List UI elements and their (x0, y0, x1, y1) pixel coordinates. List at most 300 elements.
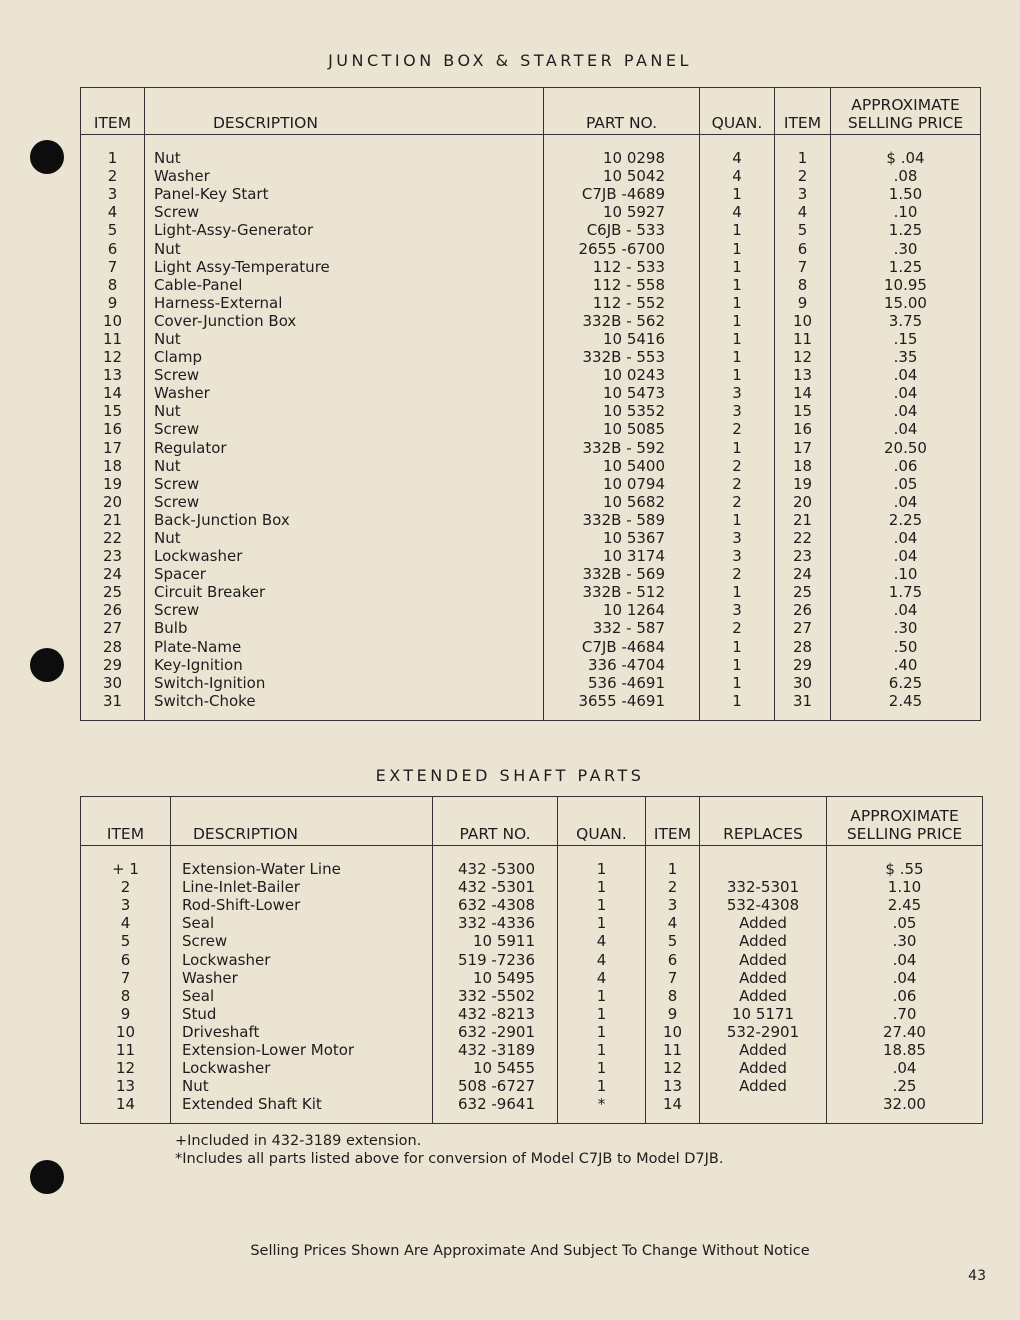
part-description: Screw (145, 203, 544, 221)
table-row (81, 896, 983, 914)
table-row (81, 547, 981, 565)
part-number: 10 5473 (544, 384, 700, 402)
replaces-part (700, 846, 827, 879)
header-price-line2: SELLING PRICE (846, 825, 963, 843)
junction-box-parts-table (80, 87, 981, 721)
part-number: 519 -7236 (433, 950, 558, 968)
header-item2: ITEM (775, 88, 831, 135)
item-number: 31 (81, 692, 145, 721)
quantity: 1 (700, 366, 775, 384)
selling-price: 27.40 (827, 1023, 983, 1041)
part-description: Washer (171, 969, 433, 987)
item-number: 29 (81, 656, 145, 674)
part-number: 10 0298 (544, 135, 700, 168)
selling-price: .08 (831, 167, 981, 185)
quantity: 3 (700, 601, 775, 619)
quantity: 1 (558, 896, 646, 914)
part-description: Nut (145, 330, 544, 348)
table-row (81, 1023, 983, 1041)
item-number-repeat: 14 (646, 1095, 700, 1124)
header-item: ITEM (81, 88, 145, 135)
item-number: 7 (81, 969, 171, 987)
part-description: Rod-Shift-Lower (171, 896, 433, 914)
quantity: 1 (700, 185, 775, 203)
part-number: 632 -4308 (433, 896, 558, 914)
item-number: 28 (81, 638, 145, 656)
part-description: Switch-Choke (145, 692, 544, 721)
part-number: 10 0794 (544, 475, 700, 493)
part-number: C7JB -4684 (544, 638, 700, 656)
selling-price: 2.25 (831, 511, 981, 529)
part-description: Nut (145, 529, 544, 547)
quantity: 4 (558, 950, 646, 968)
part-number: 332B - 589 (544, 511, 700, 529)
item-number-repeat: 12 (646, 1059, 700, 1077)
table-row (81, 1077, 983, 1095)
quantity: 1 (700, 583, 775, 601)
item-number-repeat: 17 (775, 439, 831, 457)
table-row (81, 932, 983, 950)
quantity: 1 (558, 878, 646, 896)
binder-hole-middle (30, 648, 64, 682)
quantity: 4 (700, 135, 775, 168)
quantity: 3 (700, 529, 775, 547)
item-number: 11 (81, 330, 145, 348)
quantity: 1 (558, 1005, 646, 1023)
replaces-part: 332-5301 (700, 878, 827, 896)
item-number-repeat: 10 (646, 1023, 700, 1041)
part-description: Seal (171, 987, 433, 1005)
part-description: Cable-Panel (145, 276, 544, 294)
selling-price: .30 (831, 619, 981, 637)
table-row (81, 294, 981, 312)
selling-price: 1.25 (831, 221, 981, 239)
item-number: 2 (81, 878, 171, 896)
item-number-repeat: 26 (775, 601, 831, 619)
table-row (81, 565, 981, 583)
item-number-repeat: 8 (646, 987, 700, 1005)
selling-price: $ .55 (827, 846, 983, 879)
part-description: Key-Ignition (145, 656, 544, 674)
item-number-repeat: 4 (646, 914, 700, 932)
table-row (81, 1041, 983, 1059)
selling-price: .30 (831, 239, 981, 257)
part-description: Lockwasher (171, 1059, 433, 1077)
table-row (81, 167, 981, 185)
table-row (81, 348, 981, 366)
part-number: 432 -5300 (433, 846, 558, 879)
part-number: 332B - 553 (544, 348, 700, 366)
extended-shaft-parts-table (80, 796, 983, 1124)
table-row (81, 258, 981, 276)
item-number-repeat: 2 (646, 878, 700, 896)
quantity: 1 (700, 276, 775, 294)
table-row (81, 330, 981, 348)
item-number: 30 (81, 674, 145, 692)
item-number: 5 (81, 221, 145, 239)
table-row (81, 692, 981, 721)
table-row (81, 969, 983, 987)
table-row (81, 420, 981, 438)
quantity: 4 (700, 167, 775, 185)
part-description: Light Assy-Temperature (145, 258, 544, 276)
replaces-part: Added (700, 969, 827, 987)
part-number: 10 5416 (544, 330, 700, 348)
part-description: Extension-Lower Motor (171, 1041, 433, 1059)
quantity: 1 (700, 638, 775, 656)
price-disclaimer: Selling Prices Shown Are Approximate And Subject To Change Without Notice (250, 1243, 810, 1259)
part-number: 432 -3189 (433, 1041, 558, 1059)
selling-price: .04 (831, 366, 981, 384)
part-number: 332B - 562 (544, 312, 700, 330)
table-row (81, 1005, 983, 1023)
selling-price: .70 (827, 1005, 983, 1023)
part-number: 10 5911 (433, 932, 558, 950)
item-number: 4 (81, 203, 145, 221)
part-description: Cover-Junction Box (145, 312, 544, 330)
item-number-repeat: 19 (775, 475, 831, 493)
part-description: Lockwasher (171, 950, 433, 968)
header-item2: ITEM (646, 797, 700, 846)
selling-price: .40 (831, 656, 981, 674)
part-description: Nut (145, 135, 544, 168)
header-description: DESCRIPTION (171, 797, 433, 846)
table-row (81, 583, 981, 601)
selling-price: 3.75 (831, 312, 981, 330)
header-price (827, 797, 983, 846)
table-row (81, 203, 981, 221)
part-number: 10 5927 (544, 203, 700, 221)
item-number: 26 (81, 601, 145, 619)
part-description: Back-Junction Box (145, 511, 544, 529)
quantity: 3 (700, 402, 775, 420)
item-number: 23 (81, 547, 145, 565)
part-number: 10 5042 (544, 167, 700, 185)
table-row (81, 878, 983, 896)
item-number-repeat: 28 (775, 638, 831, 656)
replaces-part (700, 1095, 827, 1124)
item-number: 13 (81, 1077, 171, 1095)
item-number-repeat: 11 (646, 1041, 700, 1059)
selling-price: .04 (827, 969, 983, 987)
header-quan: QUAN. (558, 797, 646, 846)
header-item: ITEM (81, 797, 171, 846)
header-price-line1: APPROXIMATE (850, 807, 959, 825)
selling-price: 10.95 (831, 276, 981, 294)
quantity: 1 (700, 692, 775, 721)
item-number-repeat: 11 (775, 330, 831, 348)
item-number-repeat: 20 (775, 493, 831, 511)
quantity: 1 (700, 312, 775, 330)
replaces-part: Added (700, 1041, 827, 1059)
part-description: Screw (171, 932, 433, 950)
quantity: 1 (558, 987, 646, 1005)
part-number: 10 5682 (544, 493, 700, 511)
selling-price: 1.75 (831, 583, 981, 601)
item-number: 18 (81, 457, 145, 475)
quantity: 2 (700, 493, 775, 511)
part-description: Plate-Name (145, 638, 544, 656)
part-description: Switch-Ignition (145, 674, 544, 692)
part-description: Panel-Key Start (145, 185, 544, 203)
item-number: 8 (81, 987, 171, 1005)
part-description: Line-Inlet-Bailer (171, 878, 433, 896)
part-number: 10 5352 (544, 402, 700, 420)
part-description: Light-Assy-Generator (145, 221, 544, 239)
part-number: C7JB -4689 (544, 185, 700, 203)
table-row (81, 656, 981, 674)
item-number-repeat: 31 (775, 692, 831, 721)
quantity: 1 (558, 1041, 646, 1059)
item-number: + 1 (81, 846, 171, 879)
item-number: 24 (81, 565, 145, 583)
selling-price: .06 (831, 457, 981, 475)
item-number-repeat: 7 (646, 969, 700, 987)
item-number-repeat: 18 (775, 457, 831, 475)
item-number-repeat: 21 (775, 511, 831, 529)
replaces-part: 10 5171 (700, 1005, 827, 1023)
footnote-asterisk: *Includes all parts listed above for conversion of Model C7JB to Model D7JB. (175, 1151, 724, 1167)
table-row (81, 1095, 983, 1124)
quantity: 3 (700, 547, 775, 565)
item-number: 14 (81, 1095, 171, 1124)
quantity: 2 (700, 457, 775, 475)
part-number: 336 -4704 (544, 656, 700, 674)
part-number: 112 - 533 (544, 258, 700, 276)
item-number-repeat: 4 (775, 203, 831, 221)
part-description: Screw (145, 475, 544, 493)
selling-price: .25 (827, 1077, 983, 1095)
replaces-part: 532-4308 (700, 896, 827, 914)
replaces-part: Added (700, 1059, 827, 1077)
part-number: 536 -4691 (544, 674, 700, 692)
item-number-repeat: 12 (775, 348, 831, 366)
quantity: 3 (700, 384, 775, 402)
part-number: 632 -9641 (433, 1095, 558, 1124)
item-number: 21 (81, 511, 145, 529)
selling-price: .04 (831, 493, 981, 511)
part-description: Harness-External (145, 294, 544, 312)
quantity: 2 (700, 475, 775, 493)
selling-price: .35 (831, 348, 981, 366)
header-part-no: PART NO. (544, 88, 700, 135)
item-number-repeat: 15 (775, 402, 831, 420)
item-number-repeat: 9 (775, 294, 831, 312)
part-number: 332 -5502 (433, 987, 558, 1005)
part-number: 508 -6727 (433, 1077, 558, 1095)
table-row (81, 439, 981, 457)
part-description: Screw (145, 493, 544, 511)
part-description: Nut (145, 239, 544, 257)
item-number: 1 (81, 135, 145, 168)
part-description: Extension-Water Line (171, 846, 433, 879)
part-number: 10 0243 (544, 366, 700, 384)
part-description: Bulb (145, 619, 544, 637)
quantity: 1 (700, 439, 775, 457)
section1-title: JUNCTION BOX & STARTER PANEL (328, 51, 692, 70)
part-number: 332 - 587 (544, 619, 700, 637)
table-row (81, 185, 981, 203)
footnote-plus: +Included in 432-3189 extension. (175, 1133, 422, 1149)
table-row (81, 674, 981, 692)
table-row (81, 914, 983, 932)
quantity: 1 (700, 221, 775, 239)
table-row (81, 384, 981, 402)
part-number: 332B - 512 (544, 583, 700, 601)
quantity: * (558, 1095, 646, 1124)
item-number-repeat: 5 (775, 221, 831, 239)
quantity: 1 (558, 846, 646, 879)
table-row (81, 276, 981, 294)
item-number: 16 (81, 420, 145, 438)
table-row (81, 987, 983, 1005)
item-number-repeat: 3 (775, 185, 831, 203)
replaces-part: Added (700, 914, 827, 932)
part-description: Washer (145, 167, 544, 185)
selling-price: 1.25 (831, 258, 981, 276)
footnotes (175, 1132, 724, 1168)
header-quan: QUAN. (700, 88, 775, 135)
selling-price: .05 (831, 475, 981, 493)
item-number: 14 (81, 384, 145, 402)
part-description: Spacer (145, 565, 544, 583)
table-row (81, 950, 983, 968)
part-number: 3655 -4691 (544, 692, 700, 721)
quantity: 1 (700, 511, 775, 529)
item-number-repeat: 2 (775, 167, 831, 185)
item-number: 4 (81, 914, 171, 932)
item-number: 11 (81, 1041, 171, 1059)
table-row (81, 135, 981, 168)
quantity: 4 (558, 932, 646, 950)
item-number-repeat: 30 (775, 674, 831, 692)
replaces-part: 532-2901 (700, 1023, 827, 1041)
part-number: 112 - 558 (544, 276, 700, 294)
quantity: 1 (700, 656, 775, 674)
table-row (81, 366, 981, 384)
selling-price: 32.00 (827, 1095, 983, 1124)
quantity: 2 (700, 420, 775, 438)
part-number: 112 - 552 (544, 294, 700, 312)
table-row (81, 457, 981, 475)
section2-title: EXTENDED SHAFT PARTS (375, 766, 645, 785)
item-number: 27 (81, 619, 145, 637)
part-number: 332B - 569 (544, 565, 700, 583)
quantity: 4 (700, 203, 775, 221)
item-number: 9 (81, 294, 145, 312)
selling-price: .05 (827, 914, 983, 932)
part-number: 10 5085 (544, 420, 700, 438)
header-price (831, 88, 981, 135)
table-row (81, 239, 981, 257)
replaces-part: Added (700, 932, 827, 950)
selling-price: $ .04 (831, 135, 981, 168)
selling-price: .06 (827, 987, 983, 1005)
item-number: 10 (81, 312, 145, 330)
selling-price: .04 (831, 402, 981, 420)
binder-hole-top (30, 140, 64, 174)
item-number-repeat: 5 (646, 932, 700, 950)
table-row (81, 846, 983, 879)
item-number: 10 (81, 1023, 171, 1041)
part-description: Seal (171, 914, 433, 932)
item-number: 9 (81, 1005, 171, 1023)
part-number: 2655 -6700 (544, 239, 700, 257)
part-number: C6JB - 533 (544, 221, 700, 239)
quantity: 1 (700, 258, 775, 276)
replaces-part: Added (700, 950, 827, 968)
part-number: 332B - 592 (544, 439, 700, 457)
table-row (81, 529, 981, 547)
table-row (81, 402, 981, 420)
binder-hole-bottom (30, 1160, 64, 1194)
selling-price: 6.25 (831, 674, 981, 692)
item-number-repeat: 13 (646, 1077, 700, 1095)
part-number: 432 -8213 (433, 1005, 558, 1023)
part-description: Washer (145, 384, 544, 402)
part-description: Nut (171, 1077, 433, 1095)
selling-price: .04 (831, 384, 981, 402)
part-number: 332 -4336 (433, 914, 558, 932)
selling-price: .04 (831, 547, 981, 565)
part-description: Screw (145, 366, 544, 384)
replaces-part: Added (700, 987, 827, 1005)
table-row (81, 493, 981, 511)
selling-price: .10 (831, 203, 981, 221)
quantity: 2 (700, 619, 775, 637)
item-number: 12 (81, 1059, 171, 1077)
item-number-repeat: 14 (775, 384, 831, 402)
part-number: 432 -5301 (433, 878, 558, 896)
quantity: 1 (700, 330, 775, 348)
item-number-repeat: 8 (775, 276, 831, 294)
selling-price: .04 (831, 601, 981, 619)
table-row (81, 638, 981, 656)
quantity: 4 (558, 969, 646, 987)
quantity: 1 (700, 348, 775, 366)
selling-price: .04 (831, 529, 981, 547)
quantity: 2 (700, 565, 775, 583)
part-description: Regulator (145, 439, 544, 457)
part-description: Nut (145, 402, 544, 420)
quantity: 1 (700, 674, 775, 692)
selling-price: 18.85 (827, 1041, 983, 1059)
table-row (81, 619, 981, 637)
item-number: 6 (81, 950, 171, 968)
item-number: 25 (81, 583, 145, 601)
table-row (81, 221, 981, 239)
part-number: 10 5367 (544, 529, 700, 547)
item-number: 7 (81, 258, 145, 276)
selling-price: .30 (827, 932, 983, 950)
selling-price: 2.45 (827, 896, 983, 914)
table-row (81, 475, 981, 493)
item-number: 3 (81, 896, 171, 914)
selling-price: 1.50 (831, 185, 981, 203)
part-number: 10 1264 (544, 601, 700, 619)
quantity: 1 (558, 1023, 646, 1041)
header-replaces: REPLACES (700, 797, 827, 846)
selling-price: .04 (831, 420, 981, 438)
page-number: 43 (968, 1268, 986, 1284)
item-number-repeat: 7 (775, 258, 831, 276)
part-number: 10 5400 (544, 457, 700, 475)
item-number-repeat: 27 (775, 619, 831, 637)
selling-price: 1.10 (827, 878, 983, 896)
item-number-repeat: 10 (775, 312, 831, 330)
item-number-repeat: 25 (775, 583, 831, 601)
part-description: Stud (171, 1005, 433, 1023)
